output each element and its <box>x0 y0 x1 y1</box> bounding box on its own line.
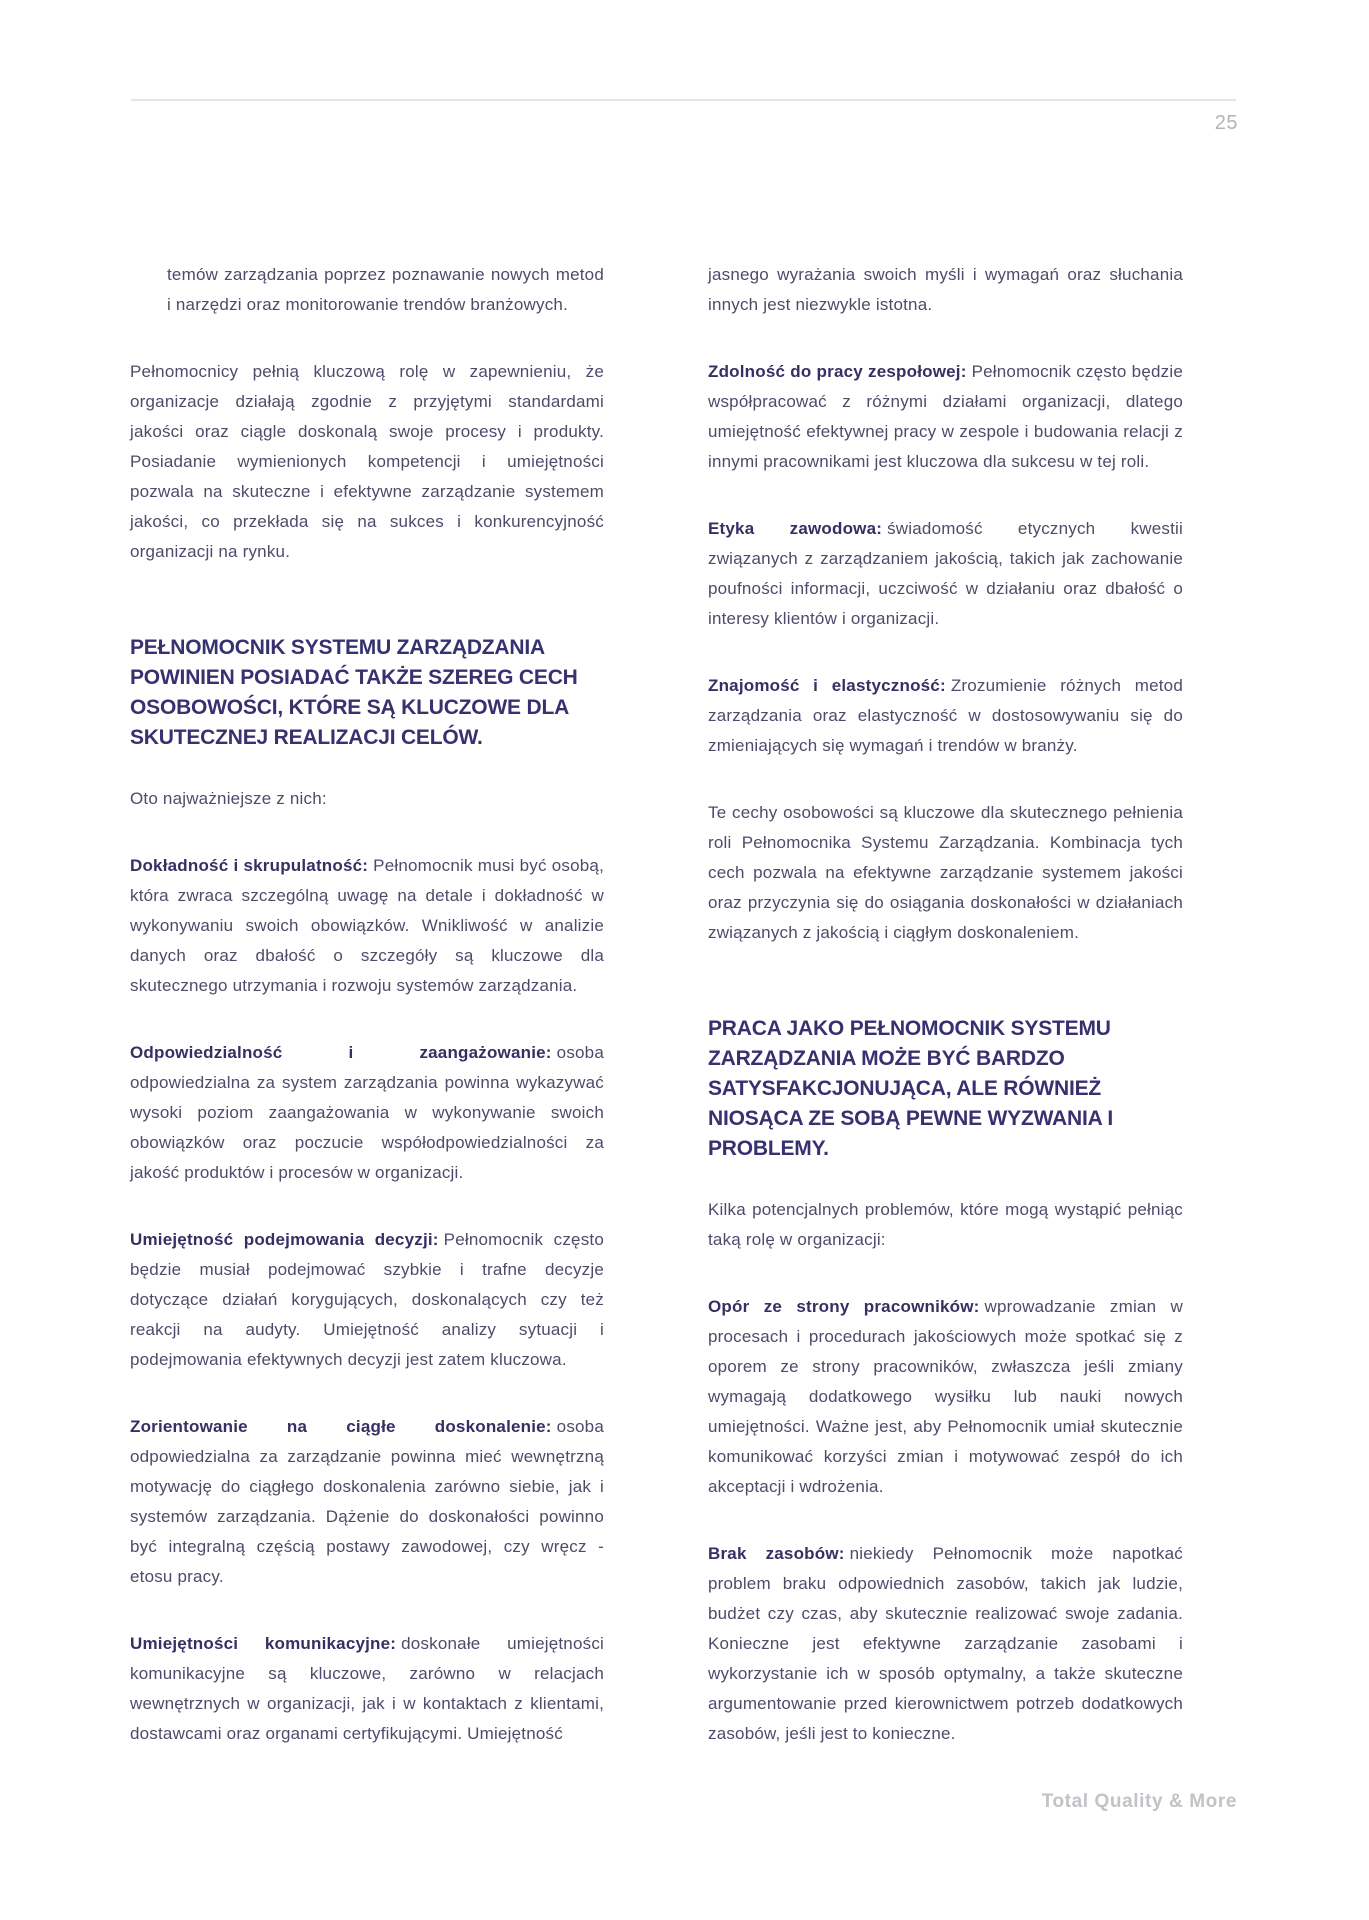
trait-label: Zdolność do pracy zespołowej: <box>708 362 967 381</box>
intro-paragraph: Pełnomocnicy pełnią kluczową rolę w zapewnieniu, że organizacje działają zgodnie z przyjętymi standardami jakości oraz ciągle doskonalą swoje procesy i produkty. Posiadanie wymienionych kompetencji i umiejętności pozwala na skuteczne i efektywne zarządzanie systemem jakości, co przekłada się na sukces i konkurencyjność organizacji na rynku. <box>130 362 604 561</box>
two-column-layout <box>130 260 1183 1786</box>
trait-paragraph-knowledge-flexibility <box>708 671 1183 761</box>
trait-text: doskonałe umiejętności komunikacyjne są kluczowe, zarówno w relacjach wewnętrznych w organizacji, jak i w kontaktach z klientami, dostawcami oraz organami certyfikującymi. Umiejętność <box>130 1634 604 1743</box>
section-heading-personality: PEŁNOMOCNIK SYSTEMU ZARZĄDZANIA POWINIEN POSIADAĆ TAKŻE SZEREG CECH OSOBOWOŚCI, KTÓRE SĄ KLUCZOWE DLA SKUTECZNEJ REALIZACJI CELÓW. <box>130 636 578 749</box>
trait-label: Umiejętność podejmowania decyzji: <box>130 1230 439 1249</box>
problem-paragraph-lack-of-resources <box>708 1539 1183 1749</box>
trait-text: osoba odpowiedzialna za zarządzanie powinna mieć wewnętrzną motywację do ciągłego doskonalenia zarówno siebie, jak i systemów zarządzania. Dążenie do doskonałości powinno być integralną częścią postawy zawodowej, czy wręcz - etosu pracy. <box>130 1417 604 1586</box>
trait-paragraph-accuracy <box>130 851 604 1001</box>
summary-paragraph: Te cechy osobowości są kluczowe dla skutecznego pełnienia roli Pełnomocnika Systemu Zarządzania. Kombinacja tych cech pozwala na efektywne zarządzanie systemem jakości oraz przyczynia się do osiągania doskonałości w działaniach związanych z jakością i ciągłym doskonaleniem. <box>708 803 1183 942</box>
header-rule <box>131 99 1236 101</box>
problem-text: wprowadzanie zmian w procesach i procedurach jakościowych może spotkać się z oporem ze strony pracowników, zwłaszcza jeśli zmiany wymagają dodatkowego wysiłku lub nauki nowych umiejętności. Ważne jest, aby Pełnomocnik umiał skutecznie komunikować korzyści zmian i motywować zespół do ich akceptacji i wdrożenia. <box>708 1297 1184 1496</box>
trait-text: Pełnomocnik często będzie współpracować z różnymi działami organizacji, dlatego umiejętność efektywnej pracy w zespole i budowania relacji z innymi pracownikami jest kluczowa dla sukcesu w tej roli. <box>708 362 1183 471</box>
trait-label: Umiejętności komunikacyjne: <box>130 1634 397 1653</box>
trait-paragraph-ethics <box>708 514 1183 634</box>
trait-label: Zorientowanie na ciągłe doskonalenie: <box>130 1417 552 1436</box>
trait-text: Pełnomocnik musi być osobą, która zwraca szczególną uwagę na detale i dokładność w wykonywaniu swoich obowiązków. Wnikliwość w analizie danych oraz dbałość o szczegóły są kluczowe dla skutecznego utrzymania i rozwoju systemów zarządzania. <box>130 856 604 995</box>
trait-label: Znajomość i elastyczność: <box>708 676 946 695</box>
trait-text: osoba odpowiedzialna za system zarządzania powinna wykazywać wysoki poziom zaangażowania w wykonywanie swoich obowiązków oraz poczucie współodpowiedzialności za jakość produktów i procesów w organizacji. <box>130 1043 604 1182</box>
trait-paragraph-responsibility <box>130 1038 604 1188</box>
list-lead-in: Kilka potencjalnych problemów, które mogą wystąpić pełniąc taką rolę w organizacji: <box>708 1200 1183 1249</box>
continuation-paragraph: temów zarządzania poprzez poznawanie nowych metod i narzędzi oraz monitorowanie trendów branżowych. <box>167 265 604 314</box>
problem-label: Brak zasobów: <box>708 1544 845 1563</box>
footer-brand: Total Quality & More <box>1041 1791 1237 1812</box>
continuation-paragraph: jasnego wyrażania swoich myśli i wymagań oraz słuchania innych jest niezwykle istotna. <box>708 265 1183 314</box>
problem-paragraph-employee-resistance <box>708 1292 1183 1502</box>
left-column <box>130 260 604 1786</box>
list-lead-in: Oto najważniejsze z nich: <box>130 789 327 808</box>
section-heading-challenges: PRACA JAKO PEŁNOMOCNIK SYSTEMU ZARZĄDZANIA MOŻE BYĆ BARDZO SATYSFAKCJONUJĄCA, ALE RÓWNIEŻ NIOSĄCA ZE SOBĄ PEWNE WYZWANIA I PROBLEMY. <box>708 1017 1114 1160</box>
trait-text: Pełnomocnik często będzie musiał podejmować szybkie i trafne decyzje dotyczące działań korygujących, doskonalących czy też reakcji na audyty. Umiejętność analizy sytuacji i podejmowania efektywnych decyzji jest zatem kluczowa. <box>130 1230 604 1369</box>
right-column <box>708 260 1183 1786</box>
page-number: 25 <box>1214 112 1238 134</box>
problem-label: Opór ze strony pracowników: <box>708 1297 980 1316</box>
trait-paragraph-communication <box>130 1629 604 1749</box>
trait-label: Etyka zawodowa: <box>708 519 883 538</box>
trait-paragraph-decision-making <box>130 1225 604 1375</box>
trait-text: Zrozumienie różnych metod zarządzania oraz elastyczność w dostosowywaniu się do zmieniających się wymagań i trendów w branży. <box>708 676 1183 755</box>
trait-text: świadomość etycznych kwestii związanych z zarządzaniem jakością, takich jak zachowanie poufności informacji, uczciwość w działaniu oraz dbałość o interesy klientów i organizacji. <box>708 519 1183 628</box>
trait-paragraph-continuous-improvement <box>130 1412 604 1592</box>
problem-text: niekiedy Pełnomocnik może napotkać problem braku odpowiednich zasobów, takich jak ludzie, budżet czy czas, aby skutecznie realizować swoje zadania. Konieczne jest efektywne zarządzanie zasobami i wykorzystanie ich w sposób optymalny, a także skuteczne argumentowanie przed kierownictwem potrzeb dodatkowych zasobów, jeśli jest to konieczne. <box>708 1544 1183 1743</box>
trait-label: Odpowiedzialność i zaangażowanie: <box>130 1043 552 1062</box>
trait-label: Dokładność i skrupulatność: <box>130 856 369 875</box>
trait-paragraph-teamwork <box>708 357 1183 477</box>
